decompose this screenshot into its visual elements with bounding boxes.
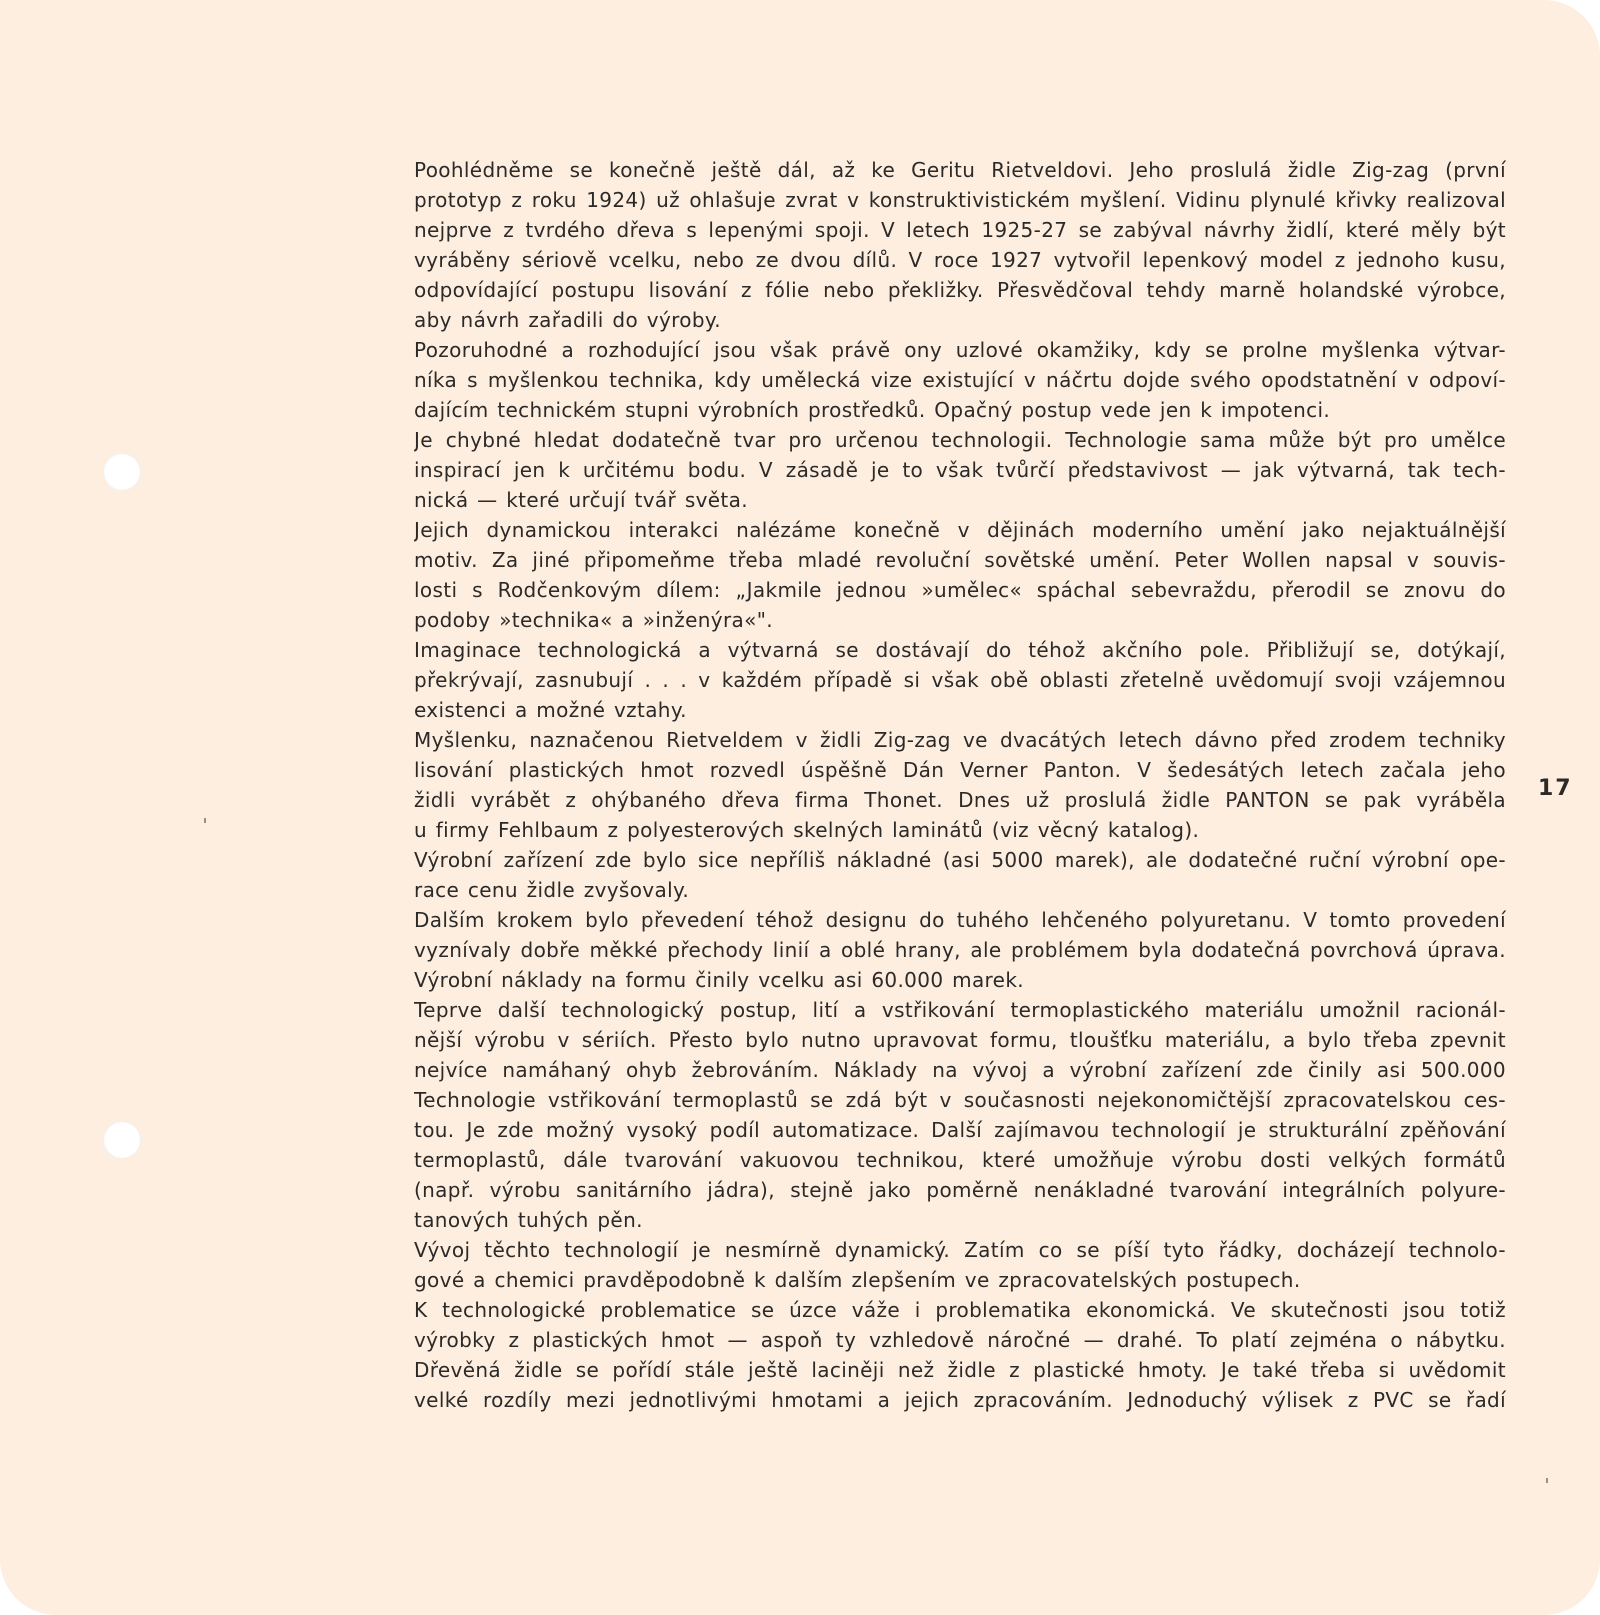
text-line: nejprve z tvrdého dřeva s lepenými spoji. V letech 1925-27 se zabýval návrhy židlí, které měly být [414, 218, 1506, 242]
text-line: Jejich dynamickou interakci nalézáme konečně v dějinách moderního umění jako nejaktuálnější [414, 518, 1506, 542]
text-line: odpovídající postupu lisování z fólie nebo překližky. Přesvědčoval tehdy marně holandské výrobce, [414, 278, 1506, 302]
text-line: race cenu židle zvyšovaly. [414, 878, 690, 902]
text-line: inspirací jen k určitému bodu. V zásadě je to však tvůrčí představivost — jak výtvarná, tak tech- [414, 458, 1506, 482]
text-line: níka s myšlenkou technika, kdy umělecká vize existující v náčrtu dojde svého opodstatnění v odpoví- [414, 368, 1506, 392]
text-line: u firmy Fehlbaum z polyesterových skelných laminátů (viz věcný katalog). [414, 818, 1200, 842]
paper-speck [204, 818, 206, 823]
text-line: motiv. Za jiné připomeňme třeba mladé revoluční sovětské umění. Peter Wollen napsal v souvis- [414, 548, 1506, 572]
text-line: velké rozdíly mezi jednotlivými hmotami a jejich zpracováním. Jednoduchý výlisek z PVC se řadí [414, 1388, 1506, 1412]
text-line: vyznívaly dobře měkké přechody linií a oblé hrany, ale problémem byla dodatečná povrchová úprava. [414, 938, 1506, 962]
text-line: Výrobní zařízení zde bylo sice nepříliš nákladné (asi 5000 marek), ale dodatečné ruční výrobní ope- [414, 848, 1506, 872]
punch-hole-bottom [103, 1121, 141, 1159]
text-line: gové a chemici pravděpodobně k dalším zlepšením ve zpracovatelských postupech. [414, 1268, 1301, 1292]
text-line: Dalším krokem bylo převedení téhož designu do tuhého lehčeného polyuretanu. V tomto provedení [414, 908, 1506, 932]
body-text [414, 155, 1506, 1415]
text-line: losti s Rodčenkovým dílem: „Jakmile jednou »umělec« spáchal sebevraždu, přerodil se znovu do [414, 578, 1506, 602]
paper-speck [1546, 1478, 1548, 1483]
text-line: Dřevěná židle se pořídí stále ještě laciněji než židle z plastické hmoty. Je také třeba si uvědomit [414, 1358, 1506, 1382]
text-line: Imaginace technologická a výtvarná se dostávají do téhož akčního pole. Přibližují se, dotýkají, [414, 638, 1506, 662]
punch-hole-top [103, 453, 141, 491]
page-number: 17 [1538, 776, 1573, 801]
text-line: termoplastů, dále tvarování vakuovou technikou, které umožňuje výrobu dosti velkých formátů [414, 1148, 1506, 1172]
text-line: překrývají, zasnubují . . . v každém případě si však obě oblasti zřetelně uvědomují svoji vzájemnou [414, 668, 1506, 692]
text-line: židli vyrábět z ohýbaného dřeva firma Thonet. Dnes už proslulá židle PANTON se pak vyráběla [414, 788, 1506, 812]
text-line: nější výrobu v sériích. Přesto bylo nutno upravovat formu, tloušťku materiálu, a bylo třeba zpevnit [414, 1028, 1506, 1052]
text-line: Vývoj těchto technologií je nesmírně dynamický. Zatím co se píší tyto řádky, docházejí technolo- [414, 1238, 1506, 1262]
text-line: dajícím technickém stupni výrobních prostředků. Opačný postup vede jen k impotenci. [414, 398, 1331, 422]
text-line: K technologické problematice se úzce váže i problematika ekonomická. Ve skutečnosti jsou totiž [414, 1298, 1506, 1322]
text-line: tanových tuhých pěn. [414, 1208, 643, 1232]
text-line: výrobky z plastických hmot — aspoň ty vzhledově náročné — drahé. To platí zejména o nábytku. [414, 1328, 1506, 1352]
text-line: nická — které určují tvář světa. [414, 488, 748, 512]
text-line: prototyp z roku 1924) už ohlašuje zvrat v konstruktivistickém myšlení. Vidinu plynulé křivky realizoval [414, 188, 1506, 212]
text-line: podoby »technika« a »inženýra«". [414, 608, 773, 632]
text-line: Myšlenku, naznačenou Rietveldem v židli Zig-zag ve dvacátých letech dávno před zrodem techniky [414, 728, 1506, 752]
text-line: nejvíce namáhaný ohyb žebrováním. Náklady na vývoj a výrobní zařízení zde činily asi 500.000 [414, 1058, 1506, 1082]
text-line: Technologie vstřikování termoplastů se zdá být v současnosti nejekonomičtější zpracovatelskou ces- [414, 1088, 1506, 1112]
text-line: lisování plastických hmot rozvedl úspěšně Dán Verner Panton. V šedesátých letech začala jeho [414, 758, 1506, 782]
text-line: Teprve další technologický postup, lití a vstřikování termoplastického materiálu umožnil racionál- [414, 998, 1506, 1022]
text-line: aby návrh zařadili do výroby. [414, 308, 721, 332]
text-line: (např. výrobu sanitárního jádra), stejně jako poměrně nenákladné tvarování integrálních polyure- [414, 1178, 1506, 1202]
text-line: vyráběny sériově vcelku, nebo ze dvou dílů. V roce 1927 vytvořil lepenkový model z jednoho kusu, [414, 248, 1506, 272]
text-line: tou. Je zde možný vysoký podíl automatizace. Další zajímavou technologií je strukturální zpěňování [414, 1118, 1506, 1142]
text-line: Poohlédněme se konečně ještě dál, až ke Geritu Rietveldovi. Jeho proslulá židle Zig-zag (první [414, 158, 1506, 182]
text-line: Pozoruhodné a rozhodující jsou však právě ony uzlové okamžiky, kdy se prolne myšlenka výtvar- [414, 338, 1506, 362]
text-line: Je chybné hledat dodatečně tvar pro určenou technologii. Technologie sama může být pro umělce [414, 428, 1506, 452]
text-line: Výrobní náklady na formu činily vcelku asi 60.000 marek. [414, 968, 1024, 992]
text-line: existenci a možné vztahy. [414, 698, 687, 722]
